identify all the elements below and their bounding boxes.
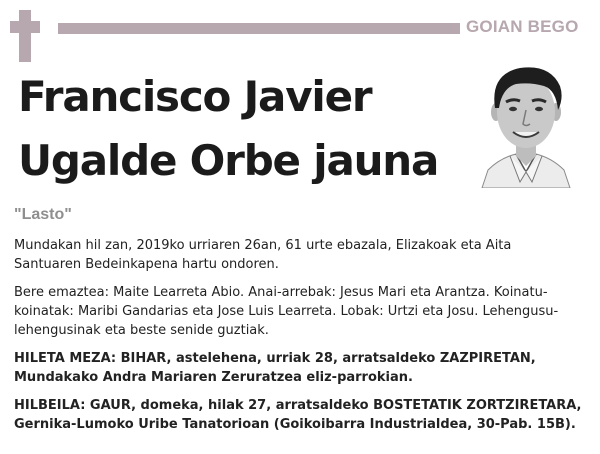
text-line: koinatak: Maribi Gandarias eta Jose Luis Learreta. Lobak: Urtzi eta Josu. Lehengusu- [14,304,559,319]
portrait-photo [480,60,572,188]
text-line: Mundakako Andra Mariaren Zeruratzea eliz-parrokian. [14,370,413,385]
section-label: GOIAN BEGO [466,17,579,36]
text-line: Mundakan hil zan, 2019ko urriaren 26an, 61 urte ebazala, Elizakoak eta Aita [14,238,512,253]
deceased-name-line-1: Francisco Javier [18,72,372,121]
text-line: HILBEILA: GAUR, domeka, hilak 27, arratsaldeko BOSTETATIK ZORTZIRETARA, [14,398,582,413]
deceased-name-line-2: Ugalde Orbe jauna [18,136,439,185]
text-line: lehengusinak eta beste senide guztiak. [14,323,269,338]
text-line: Santuaren Bedeinkapena hartu ondoren. [14,257,279,272]
deceased-nickname: "Lasto" [14,206,72,223]
paragraph-death-notice [14,236,584,274]
header-divider [58,23,460,34]
cross-icon [19,10,31,62]
paragraph-family [14,283,584,340]
text-line: Bere emaztea: Maite Learreta Abio. Anai-arrebak: Jesus Mari eta Arantza. Koinatu- [14,285,548,300]
cross-icon-bar [10,21,40,33]
paragraph-wake [14,396,584,434]
text-line: Gernika-Lumoko Uribe Tanatorioan (Goikoibarra Industrialdea, 30-Pab. 15B). [14,417,576,432]
text-line: HILETA MEZA: BIHAR, astelehena, urriak 28, arratsaldeko ZAZPIRETAN, [14,351,536,366]
paragraph-funeral-mass [14,349,584,387]
